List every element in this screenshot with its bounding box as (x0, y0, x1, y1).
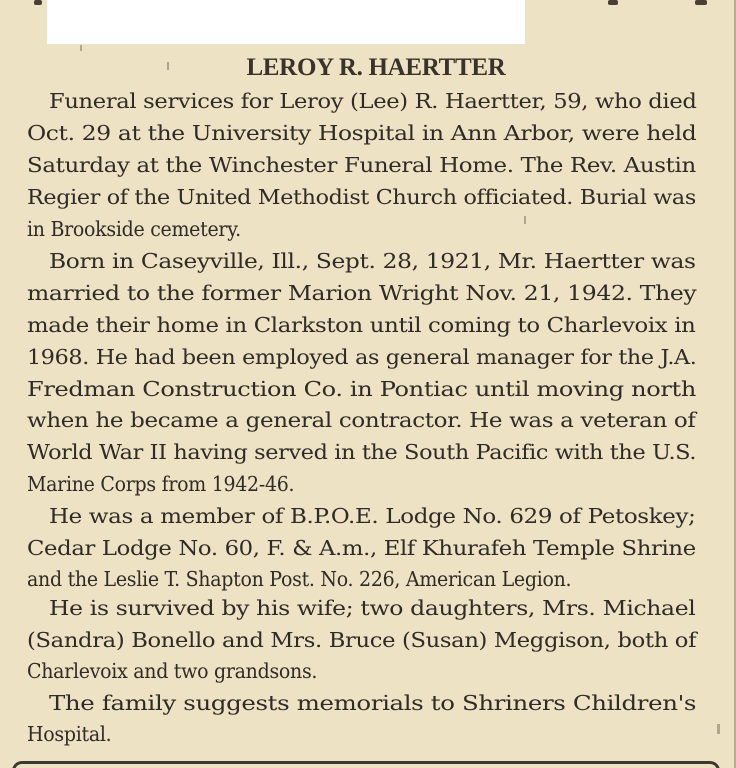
text-fragment (695, 0, 707, 5)
body-text-line: Oct. 29 at the University Hospital in Ann Arbor, were held (27, 121, 697, 145)
body-text-line: Saturday at the Winchester Funeral Home. The Rev. Austin (27, 153, 696, 177)
paper-speck (80, 45, 82, 51)
body-text-line: (Sandra) Bonello and Mrs. Bruce (Susan) Meggison, both of (27, 628, 697, 652)
body-text-line: married to the former Marion Wright Nov. 21, 1942. They (27, 281, 697, 305)
body-text-line: and the Leslie T. Shapton Post. No. 226, American Legion. (27, 567, 572, 591)
body-text-line: Regier of the United Methodist Church officiated. Burial was (27, 185, 696, 209)
body-text-line: Fredman Construction Co. in Pontiac until moving north (27, 377, 696, 401)
redaction-box (47, 0, 525, 44)
body-text-line: Charlevoix and two grandsons. (27, 659, 318, 683)
body-text-line: Funeral services for Leroy (Lee) R. Haertter, 59, who died (49, 89, 697, 113)
body-text-line: Marine Corps from 1942-46. (27, 472, 295, 496)
body-text-line: Cedar Lodge No. 60, F. & A.m., Elf Khurafeh Temple Shrine (27, 536, 696, 560)
paper-speck (524, 216, 526, 224)
text-fragment (34, 0, 42, 5)
body-text-line: in Brookside cemetery. (27, 217, 241, 241)
obituary-headline: LEROY R. HAERTTER (246, 54, 506, 81)
paper-speck (717, 724, 720, 734)
body-text-line: He is survived by his wife; two daughters, Mrs. Michael (49, 596, 696, 620)
body-text-line: The family suggests memorials to Shriners Children's (49, 691, 697, 715)
body-text-line: Hospital. (27, 722, 112, 746)
body-text-line: 1968. He had been employed as general manager for the J.A. (27, 345, 697, 369)
body-text-line: Born in Caseyville, Ill., Sept. 28, 1921, Mr. Haertter was (49, 249, 696, 273)
body-text-line: made their home in Clarkston until coming to Charlevoix in (27, 313, 696, 337)
body-text-line: He was a member of B.P.O.E. Lodge No. 629 of Petoskey; (49, 504, 696, 528)
body-text-line: when he became a general contractor. He was a veteran of (27, 408, 696, 432)
body-text-line: World War II having served in the South Pacific with the U.S. (27, 440, 697, 464)
bottom-border-rule (12, 761, 720, 768)
text-fragment (608, 0, 618, 5)
